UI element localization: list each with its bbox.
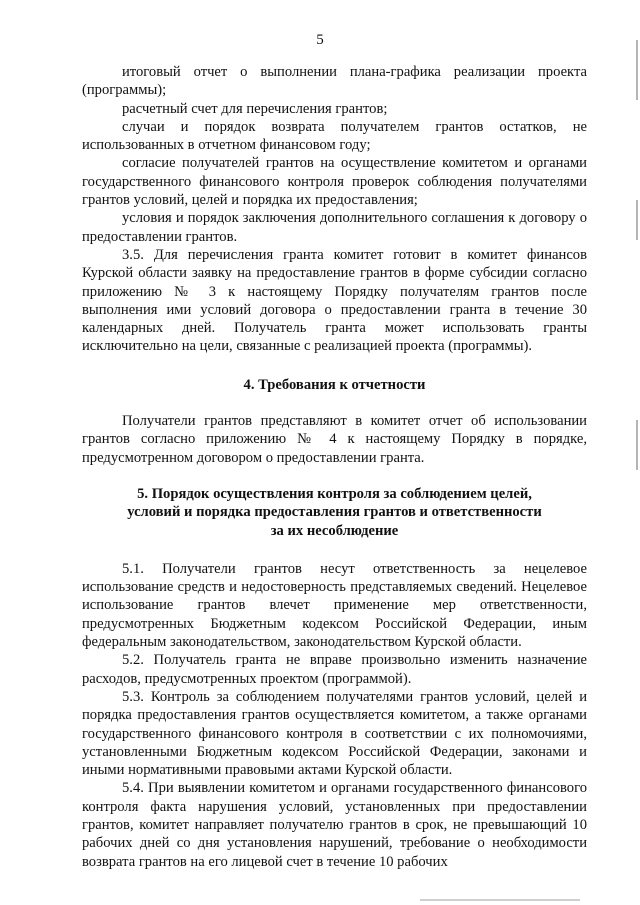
paragraph-5-1: 5.1. Получатели грантов несут ответственность за нецелевое использование средств и недостоверность представляемых сведений. Нецелевое использование грантов влечет применение мер ответственности, предусмотренных Бюджетным кодексом Российской Федерации, иным федеральным законодательством, законодательством Курской области. <box>82 560 587 651</box>
section-4-paragraph: Получатели грантов представляют в комитет отчет об использовании грантов согласно приложению № 4 к настоящему Порядку в порядке, предусмотренном договором о предоставлении гранта. <box>82 413 587 466</box>
section-5-heading-line: условий и порядка предоставления грантов и ответственности <box>127 504 542 521</box>
paragraph-5-3: 5.3. Контроль за соблюдением получателями грантов условий, целей и порядка предоставления грантов осуществляется комитетом, а также органами государственного финансового контроля в соответствии с их полномочиями, установленными Бюджетным кодексом Российской Федерации, законами и иными нормативными правовыми актами Курской области. <box>82 688 587 779</box>
paragraph: расчетный счет для перечисления грантов; <box>122 100 388 117</box>
scan-edge-mark <box>636 200 638 240</box>
paragraph-5-2: 5.2. Получатель гранта не вправе произвольно изменить назначение расходов, предусмотренных проектом (программой). <box>82 652 587 687</box>
scan-bottom-mark <box>420 899 580 901</box>
paragraph: условия и порядок заключения дополнительного соглашения к договору о предоставлении грантов. <box>82 210 587 245</box>
page-number: 5 <box>316 32 324 48</box>
paragraph: случаи и порядок возврата получателем грантов остатков, не использованных в отчетном финансовом году; <box>82 118 587 154</box>
section-5-heading-line: 5. Порядок осуществления контроля за соблюдением целей, <box>137 485 532 502</box>
document-body <box>82 63 587 871</box>
section-5-heading <box>82 485 587 540</box>
section-5-heading-line: за их несоблюдение <box>270 522 399 539</box>
scan-edge-mark <box>636 420 638 470</box>
paragraph-5-4: 5.4. При выявлении комитетом и органами государственного финансового контроля факта нарушения условий, установленных при предоставлении грантов, комитет направляет получателю грантов в срок, не превышающий 10 рабочих дней со дня установления нарушений, требование о необходимости возврата грантов на его лицевой счет в течение 10 рабочих <box>82 780 587 870</box>
section-4-heading: 4. Требования к отчетности <box>243 376 426 393</box>
paragraph-3-5: 3.5. Для перечисления гранта комитет готовит в комитет финансов Курской области заявку на предоставление грантов в форме субсидии согласно приложению № 3 к настоящему Порядку получателям грантов после выполнения ими условий договора о предоставлении гранта в течение 30 календарных дней. Получатель гранта может использовать гранты исключительно на цели, связанные с реализацией проекта (программы). <box>82 246 587 355</box>
scan-edge-mark <box>636 40 638 100</box>
paragraph: согласие получателей грантов на осуществление комитетом и органами государственного финансового контроля проверок соблюдения получателями грантов условий, целей и порядка их предоставления; <box>82 155 587 209</box>
paragraph: итоговый отчет о выполнении плана-графика реализации проекта (программы); <box>82 64 587 99</box>
